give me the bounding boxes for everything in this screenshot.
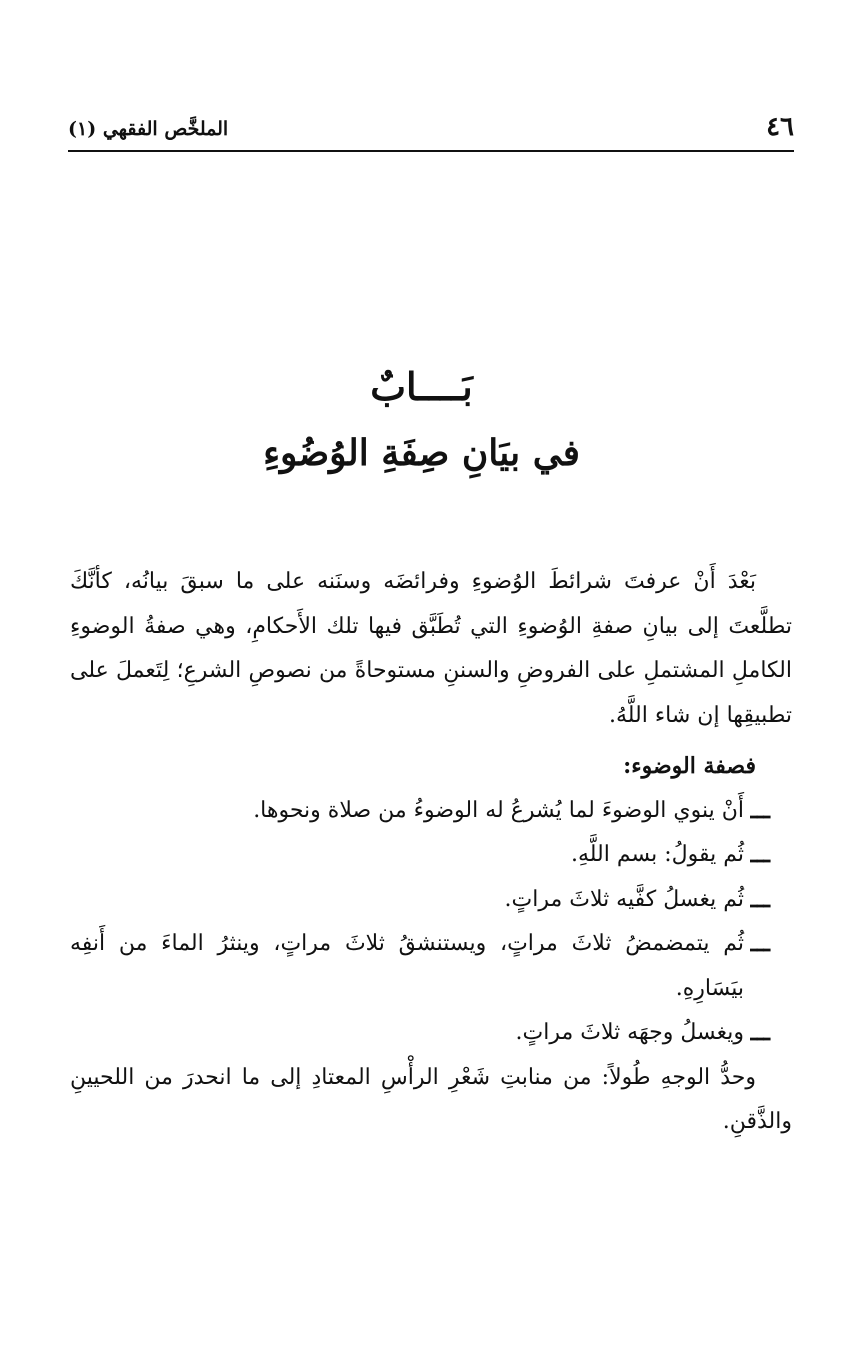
- list-item: [70, 789, 792, 834]
- list-marker: ـــ: [750, 886, 770, 913]
- steps-list: [70, 789, 792, 1056]
- page-number: ٤٦: [766, 112, 794, 142]
- list-marker: ـــ: [750, 931, 770, 957]
- step-text: ثُم يتمضمضُ ثلاثَ مراتٍ، ويستنشقُ ثلاثَ مراتٍ، وينثرُ الماءَ من أَنفِه بيَسَارِهِ.: [70, 931, 744, 1001]
- chapter-title: في بيَانِ صِفَةِ الوُضُوءِ: [263, 432, 580, 474]
- list-item: [70, 878, 792, 923]
- list-item: [70, 922, 792, 1011]
- intro-paragraph: بَعْدَ أَنْ عرفتَ شرائطَ الوُضوءِ وفرائضَه وسنَنه على ما سبقَ بيانُه، كأنَّكَ تطلَّعتَ إلى بيانِ صفةِ الوُضوءِ التي تُطَبَّق فيها تلك الأَحكامِ، وهي صفةُ الوضوءِ الكاملِ المشتملِ على الفروضِ والسننِ مستوحاةً من نصوصِ الشرعِ؛ لِتَعملَ على تطبيقِها إن شاء اللَّهُ.: [70, 569, 792, 728]
- page-header: [68, 110, 794, 152]
- list-item: [70, 1011, 792, 1056]
- list-marker: ـــ: [750, 842, 770, 868]
- step-text: ثُم يقولُ: بسم اللَّهِ.: [570, 842, 744, 867]
- chapter-label: بَــــابٌ: [370, 364, 473, 409]
- list-item: [70, 833, 792, 878]
- body-text: [70, 560, 792, 1145]
- closing-paragraph: وحدُّ الوجهِ طُولاً: من منابتِ شَعْرِ الرأْسِ المعتادِ إلى ما انحدرَ من اللحيينِ والذَّقنِ.: [70, 1064, 792, 1134]
- step-text: ثُم يغسلُ كفَّيه ثلاثَ مراتٍ.: [504, 886, 744, 912]
- step-text: أَنْ ينوي الوضوءَ لما يُشرعُ له الوضوءُ من صلاة ونحوها.: [253, 797, 744, 823]
- step-text: ويغسلُ وجهَه ثلاثَ مراتٍ.: [515, 1020, 744, 1045]
- subheading: فصفة الوضوء:: [623, 753, 756, 779]
- list-marker: ـــ: [750, 797, 770, 824]
- list-marker: ـــ: [750, 1020, 770, 1046]
- running-title: الملخَّص الفقهي (١): [68, 118, 229, 140]
